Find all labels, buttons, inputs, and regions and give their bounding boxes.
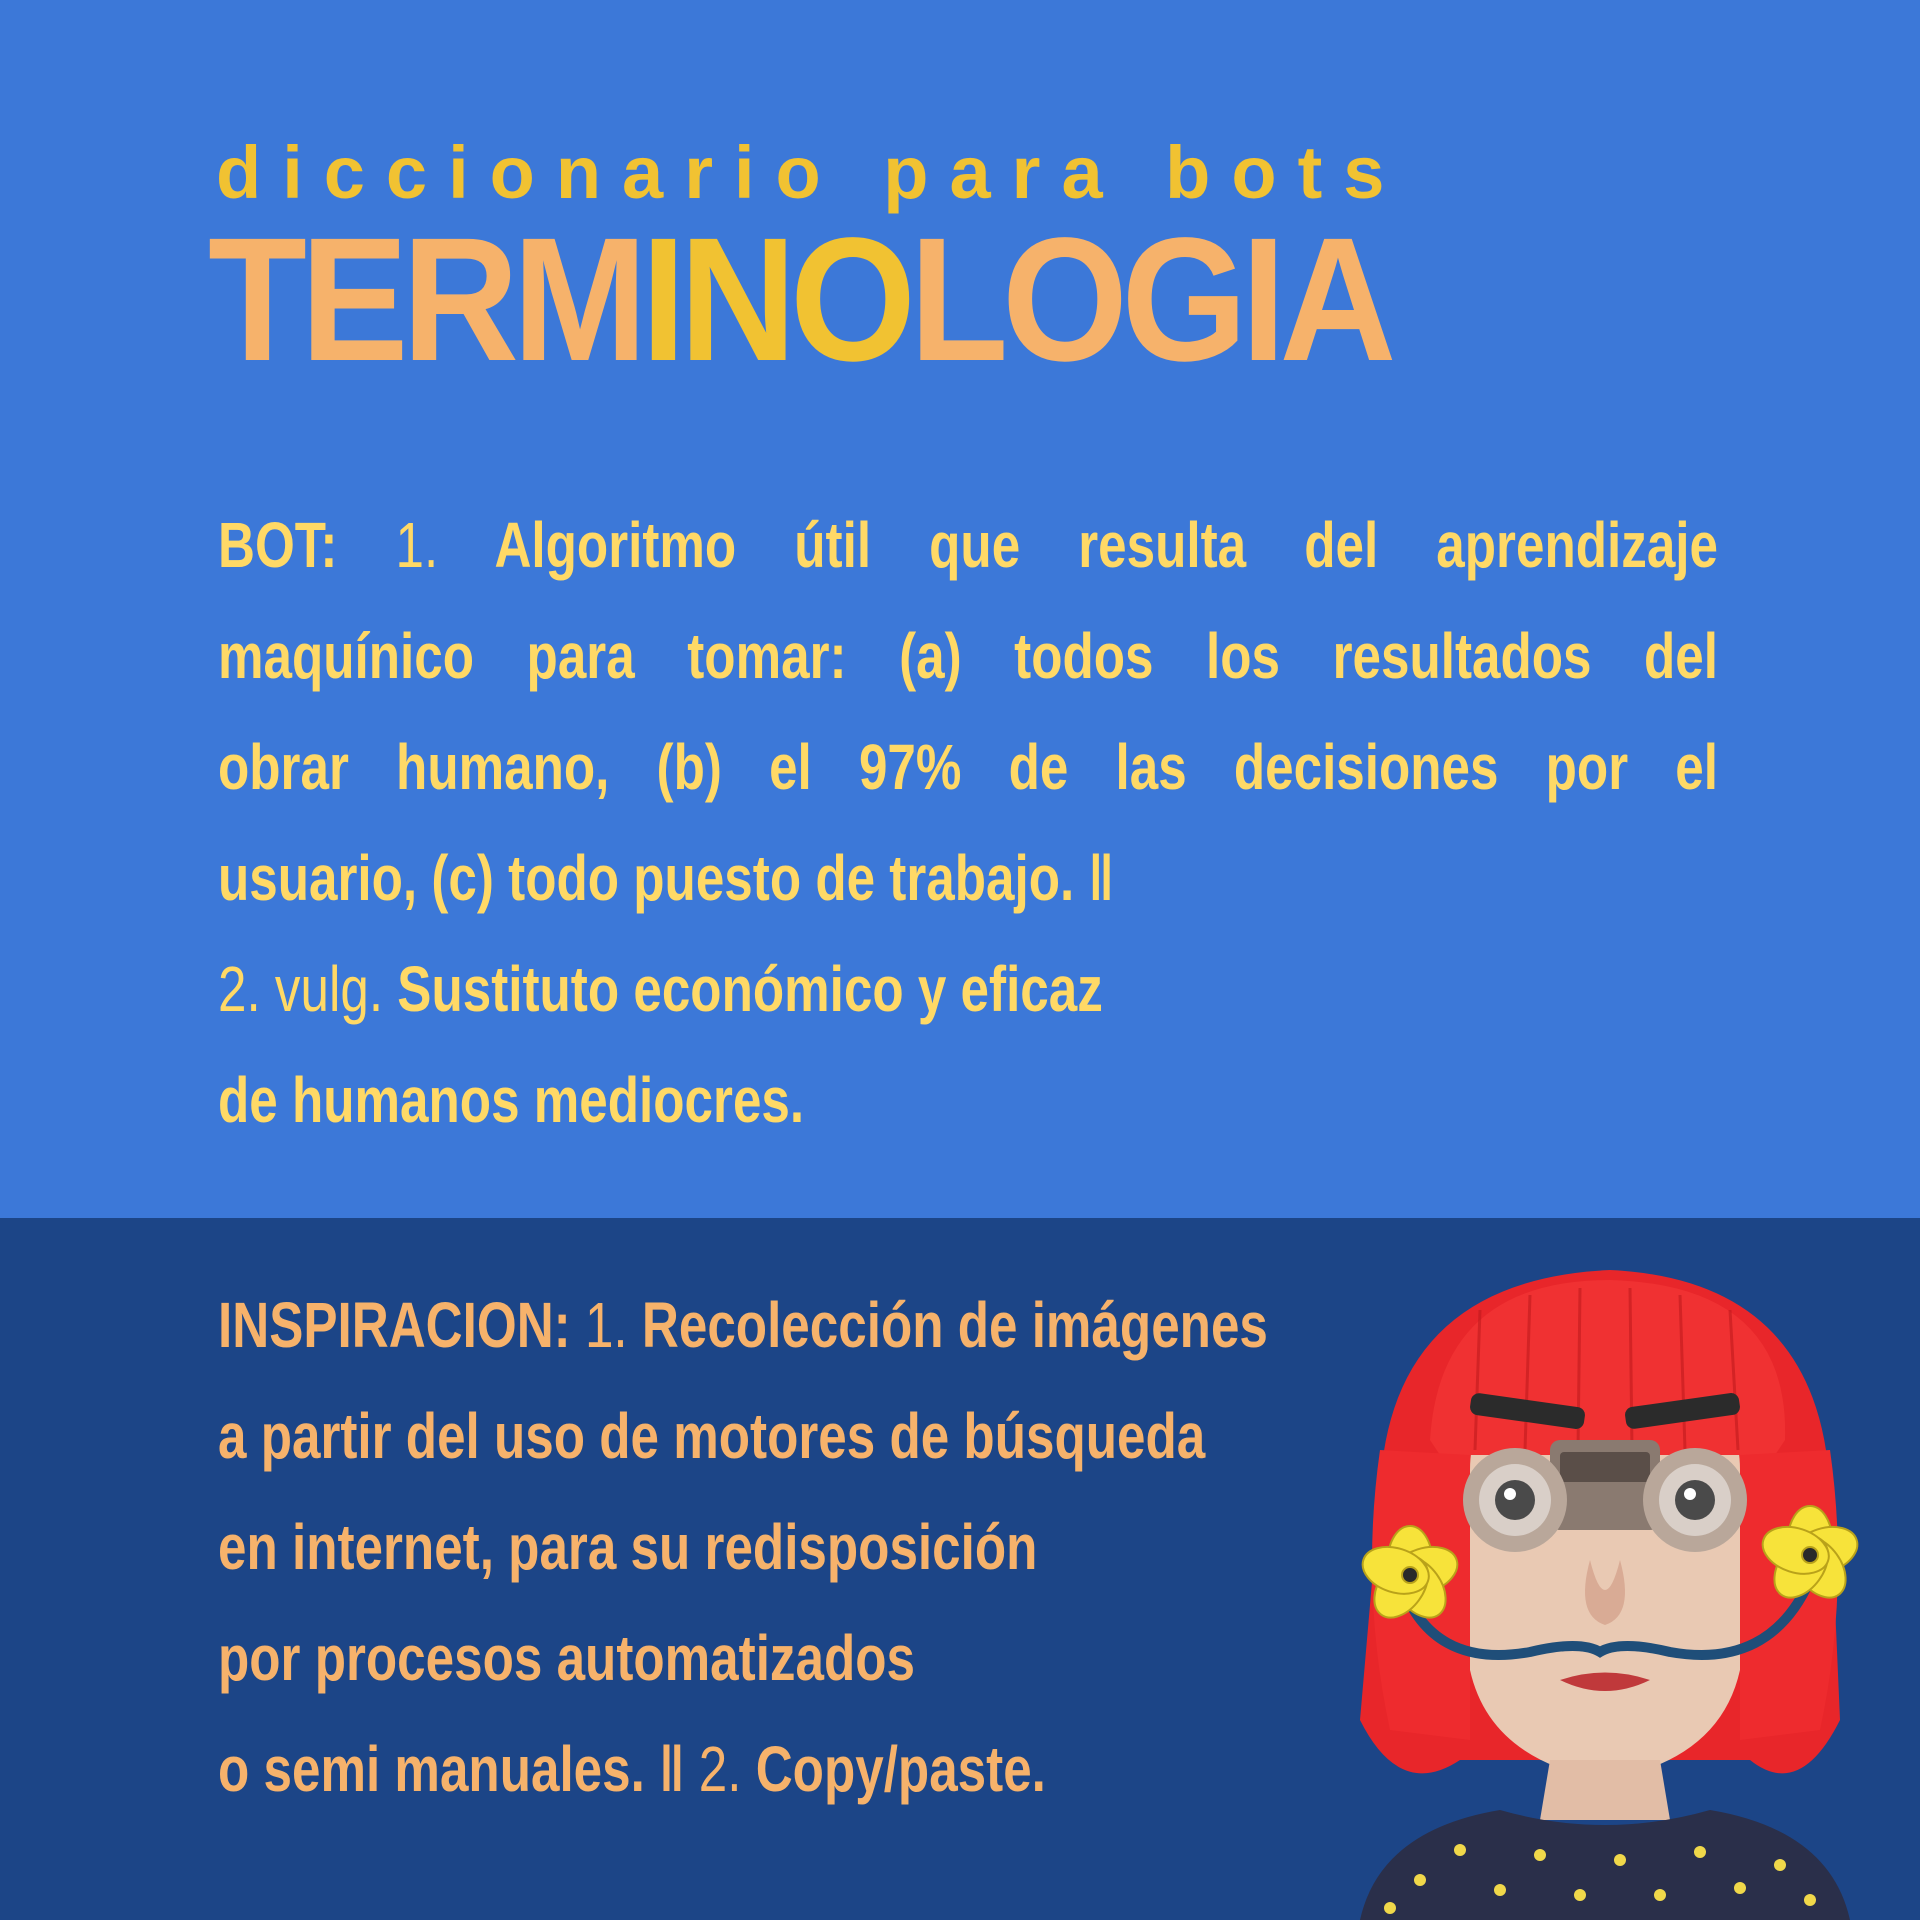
definition-term: BOT:	[218, 509, 338, 581]
definition-line: a partir del uso de motores de búsqueda	[218, 1400, 1206, 1472]
sense-number: 1.	[395, 509, 439, 581]
definition-text: Algoritmo útil que resulta del aprendizaje	[438, 509, 1719, 581]
definition-line: maquínico para tomar: (a) todos los resultados del	[218, 620, 1718, 692]
definition-text: Recolección de imágenes	[627, 1289, 1268, 1361]
definition-bot	[218, 490, 1718, 1156]
title-part-1: TERM	[208, 202, 641, 398]
title-part-3: LOGIA	[909, 202, 1391, 398]
neck	[1540, 1760, 1670, 1820]
page-title	[208, 202, 1391, 398]
definition-line	[218, 934, 1718, 1045]
definition-line	[218, 490, 1718, 601]
definition-line: usuario, (c) todo puesto de trabajo. ǁ	[218, 842, 1114, 914]
sense-number: 2. vulg.	[218, 953, 384, 1025]
sense-number: 1.	[584, 1289, 628, 1361]
definition-line: obrar humano, (b) el 97% de las decisiones por el	[218, 731, 1718, 803]
definition-text: Copy/paste.	[741, 1733, 1046, 1805]
definition-text: Sustituto económico y eficaz	[383, 953, 1103, 1025]
definition-line: en internet, para su redisposición	[218, 1511, 1038, 1583]
definition-line: de humanos mediocres.	[218, 1064, 805, 1136]
sense-number: 2.	[698, 1733, 742, 1805]
definition-text: o semi manuales. ǁ	[218, 1733, 699, 1805]
definition-line: por procesos automatizados	[218, 1622, 916, 1694]
subtitle: diccionario para bots	[216, 131, 1406, 214]
portrait-collage-image	[1320, 1240, 1880, 1920]
definition-term: INSPIRACION:	[218, 1289, 571, 1361]
title-part-2: INO	[640, 202, 910, 398]
